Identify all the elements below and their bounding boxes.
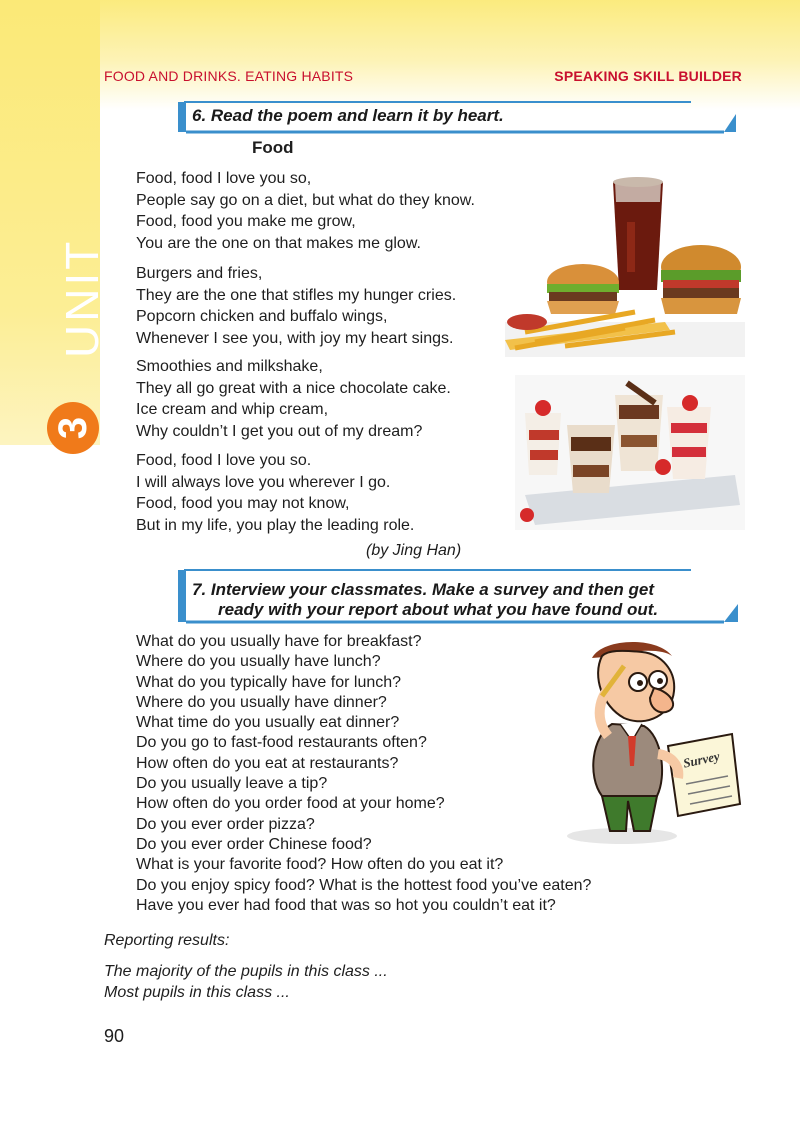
poem-line: Food, food you may not know, [136,495,350,512]
poem-line: Smoothies and milkshake, [136,358,323,375]
poem-line: Whenever I see you, with joy my heart sings. [136,329,454,347]
survey-question: Where do you usually have dinner? [136,693,387,711]
page-number: 90 [104,1026,125,1046]
survey-question: Do you ever order Chinese food? [136,835,372,853]
poem-line: Burgers and fries, [136,265,263,282]
unit-side-band [0,0,100,445]
survey-question: What time do you usually eat dinner? [136,714,400,732]
poem-line: You are the one on that makes me glow. [136,234,421,252]
desserts-illustration [515,375,745,530]
skill-title: SPEAKING SKILL BUILDER [554,68,742,84]
poem-title: Food [252,138,294,157]
survey-sign-text: Survey [681,748,721,771]
reporting-label: Reporting results: [104,932,230,949]
unit-number-badge [47,402,99,454]
poem-line: Food, food I love you so, [136,170,312,187]
task7-instruction-line2: ready with your report about what you have found out. [218,600,659,619]
poem-stanza [136,356,451,442]
poem-author: (by Jing Han) [366,542,462,559]
poem-stanza [136,450,414,536]
poem-line: They all go great with a nice chocolate cake. [136,379,451,397]
poem-line: I will always love you wherever I go. [136,473,391,491]
header-band [0,0,800,110]
survey-question: What do you usually have for breakfast? [136,633,422,650]
section-title: FOOD AND DRINKS. EATING HABITS [104,68,354,84]
poem-line: But in my life, you play the leading role. [136,516,415,534]
survey-question: Do you ever order pizza? [136,815,315,833]
poem-line: Popcorn chicken and buffalo wings, [136,308,388,325]
survey-question: What do you typically have for lunch? [136,673,402,691]
poem-line: People say go on a diet, but what do they know. [136,191,475,209]
survey-question: Do you enjoy spicy food? What is the hottest food you’ve eaten? [136,876,592,894]
reporting-line: Most pupils in this class ... [104,983,290,1001]
poem-line: Food, food I love you so. [136,452,312,469]
poem-line: Food, food you make me grow, [136,213,356,230]
reporting-line: The majority of the pupils in this class ... [104,963,388,980]
survey-question: What is your favorite food? How often do you eat it? [136,856,504,874]
survey-question: Have you ever had food that was so hot you couldn’t eat it? [136,896,556,914]
reporting-lines [104,962,388,1003]
task7-instruction-line1: 7. Interview your classmates. Make a survey and then get [192,580,655,599]
fast-food-illustration [505,172,745,357]
task6-instruction: 6. Read the poem and learn it by heart. [192,106,504,125]
survey-question-list [136,632,591,916]
survey-question: How often do you eat at restaurants? [136,754,399,772]
cartoon-man-illustration [562,636,744,846]
poem-stanza [136,168,475,254]
survey-question: Where do you usually have lunch? [136,653,381,671]
survey-question: Do you usually leave a tip? [136,775,328,793]
unit-number: 3 [51,416,95,440]
survey-question: Do you go to fast-food restaurants often? [136,734,427,752]
poem-line: They are the one that stifles my hunger cries. [136,286,457,304]
poem-stanza [136,263,456,349]
unit-label: UNIT [56,238,108,358]
survey-question: How often do you order food at your home? [136,795,445,813]
poem-line: Ice cream and whip cream, [136,401,329,418]
poem-line: Why couldn’t I get you out of my dream? [136,422,423,440]
